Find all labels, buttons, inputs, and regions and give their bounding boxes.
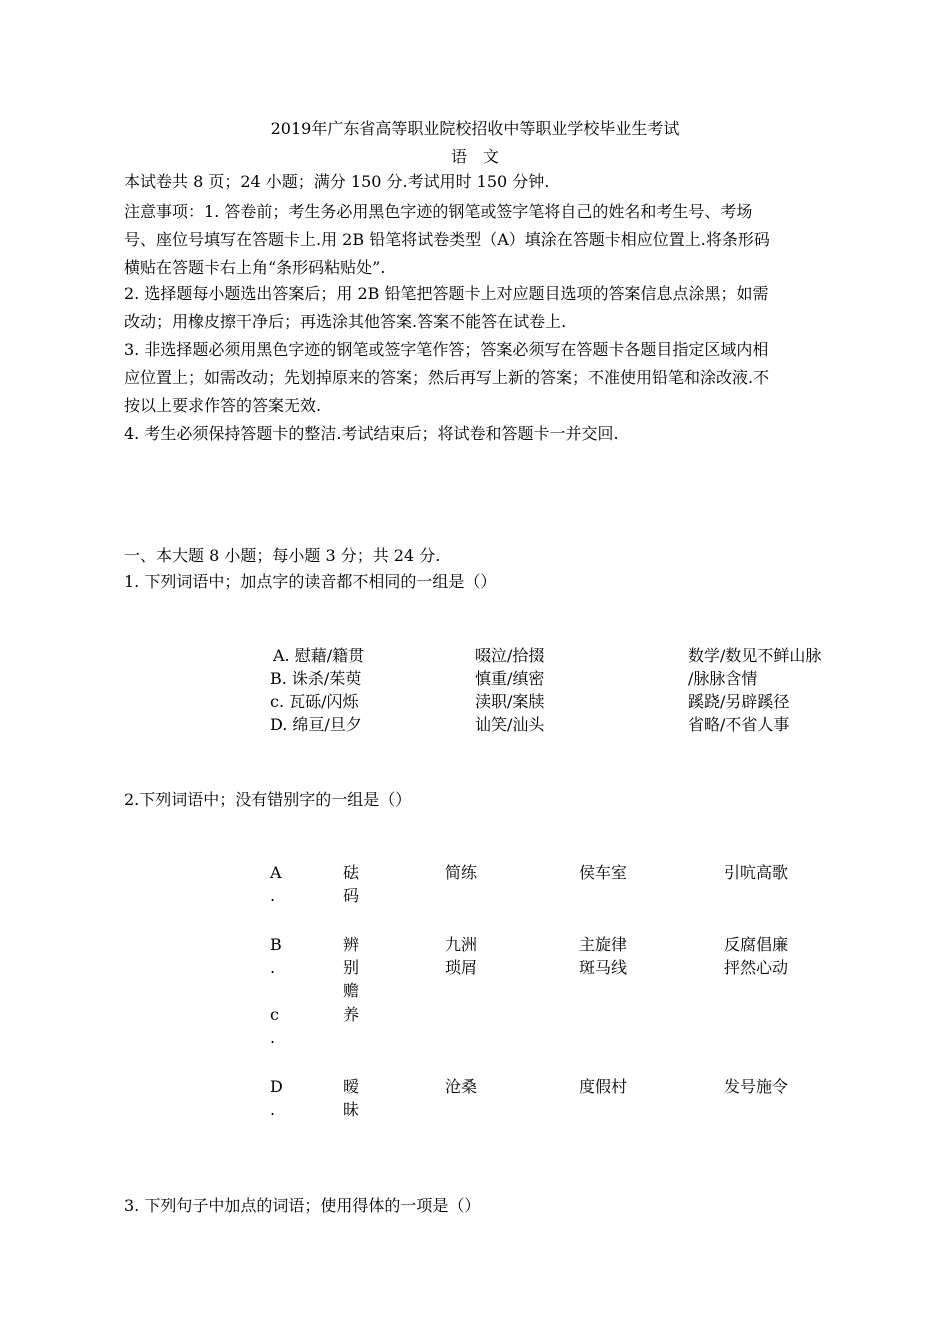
q2-option-c-dot: . xyxy=(270,1028,276,1047)
exam-title: 2019年广东省高等职业院校招收中等职业学校毕业生考试 xyxy=(270,119,680,138)
q1-option-a-col1: A. 慰藉/籍贯 xyxy=(273,646,365,665)
q2-option-d-word1: 昧 xyxy=(343,1100,360,1119)
q1-option-c-col1: c. 瓦砾/闪烁 xyxy=(270,692,359,711)
exam-summary: 本试卷共 8 页；24 小题；满分 150 分.考试用时 150 分钟. xyxy=(124,172,550,191)
q1-option-d-col1: D. 绵亘/旦夕 xyxy=(270,715,362,734)
q2-option-c-word1: 养 xyxy=(343,1005,360,1024)
q2-option-d-word4: 发号施令 xyxy=(724,1077,789,1096)
notice-line: 2. 选择题每小题选出答案后；用 2B 铅笔把答题卡上对应题目选项的答案信息点涂黑；如需 xyxy=(124,284,769,303)
notice-line: 3. 非选择题必须用黑色字迹的钢笔或签字笔作答；答案必须写在答题卡各题目指定区域内相 xyxy=(124,340,769,359)
q2-option-d-word3: 度假村 xyxy=(579,1077,628,1096)
q2-option-b-word2: 九洲 xyxy=(445,935,478,954)
q2-option-b-word3: 主旋律 xyxy=(579,935,628,954)
q2-option-b-word4: 抨然心动 xyxy=(724,958,789,977)
q2-option-a-word2: 简练 xyxy=(445,863,478,882)
q2-option-b-word1: 辨 xyxy=(343,935,360,954)
q2-option-b-dot: . xyxy=(270,958,276,977)
q1-option-c-col3: 蹊跷/另辟蹊径 xyxy=(688,692,790,711)
q1-option-b-col3: /脉脉含情 xyxy=(688,669,758,688)
question-3-stem: 3. 下列句子中加点的词语；使用得体的一项是（） xyxy=(124,1196,481,1215)
q1-option-a-col3: 数学/数见不鲜山脉 xyxy=(688,646,822,665)
q2-option-b-letter: B xyxy=(270,935,282,954)
q2-option-b-word4: 反腐倡廉 xyxy=(724,935,789,954)
question-2-stem: 2.下列词语中；没有错别字的一组是（） xyxy=(124,790,412,809)
notice-line: 号、座位号填写在答题卡上.用 2B 铅笔将试卷类型（A）填涂在答题卡相应位置上.将条形码 xyxy=(124,230,770,249)
q1-option-b-col2: 慎重/缜密 xyxy=(475,669,545,688)
q2-option-a-dot: . xyxy=(270,886,276,905)
q2-option-c-word1: 赡 xyxy=(343,981,360,1000)
q2-option-a-letter: A xyxy=(270,863,282,882)
q2-option-b-word3: 斑马线 xyxy=(579,958,628,977)
section-heading: 一、本大题 8 小题；每小题 3 分；共 24 分. xyxy=(124,546,441,565)
q2-option-d-letter: D xyxy=(270,1077,283,1096)
notice-line: 应位置上；如需改动；先划掉原来的答案；然后再写上新的答案；不准使用铅笔和涂改液.不 xyxy=(124,368,770,387)
notice-line: 注意事项：1. 答卷前；考生务必用黑色字迹的钢笔或签字笔将自己的姓名和考生号、考场 xyxy=(124,202,753,221)
q2-option-b-word1: 别 xyxy=(343,958,360,977)
notice-line: 4. 考生必须保持答题卡的整洁.考试结束后；将试卷和答题卡一并交回. xyxy=(124,424,619,443)
q1-option-a-col2: 啜泣/拾掇 xyxy=(475,646,545,665)
q2-option-c-letter: c xyxy=(270,1005,279,1024)
q2-option-a-word1: 码 xyxy=(343,886,360,905)
q1-option-d-col3: 省略/不省人事 xyxy=(688,715,790,734)
q2-option-d-dot: . xyxy=(270,1100,276,1119)
q2-option-a-word1: 砝 xyxy=(343,863,360,882)
q2-option-a-word4: 引吭高歌 xyxy=(724,863,789,882)
q2-option-b-word2: 琐屑 xyxy=(445,958,478,977)
notice-line: 按以上要求作答的答案无效. xyxy=(124,396,322,415)
q1-option-d-col2: 讪笑/汕头 xyxy=(475,715,545,734)
q1-option-b-col1: B. 诛杀/茱萸 xyxy=(270,669,362,688)
q2-option-a-word3: 侯车室 xyxy=(579,863,628,882)
q2-option-d-word1: 暧 xyxy=(343,1077,360,1096)
q2-option-d-word2: 沧桑 xyxy=(445,1077,478,1096)
notice-line: 横贴在答题卡右上角“条形码粘贴处”. xyxy=(124,258,386,277)
notice-line: 改动；用橡皮擦干净后；再选涂其他答案.答案不能答在试卷上. xyxy=(124,312,567,331)
exam-subject: 语 文 xyxy=(450,147,499,166)
q1-option-c-col2: 渎职/案牍 xyxy=(475,692,545,711)
question-1-stem: 1. 下列词语中；加点字的读音都不相同的一组是（） xyxy=(124,572,497,591)
